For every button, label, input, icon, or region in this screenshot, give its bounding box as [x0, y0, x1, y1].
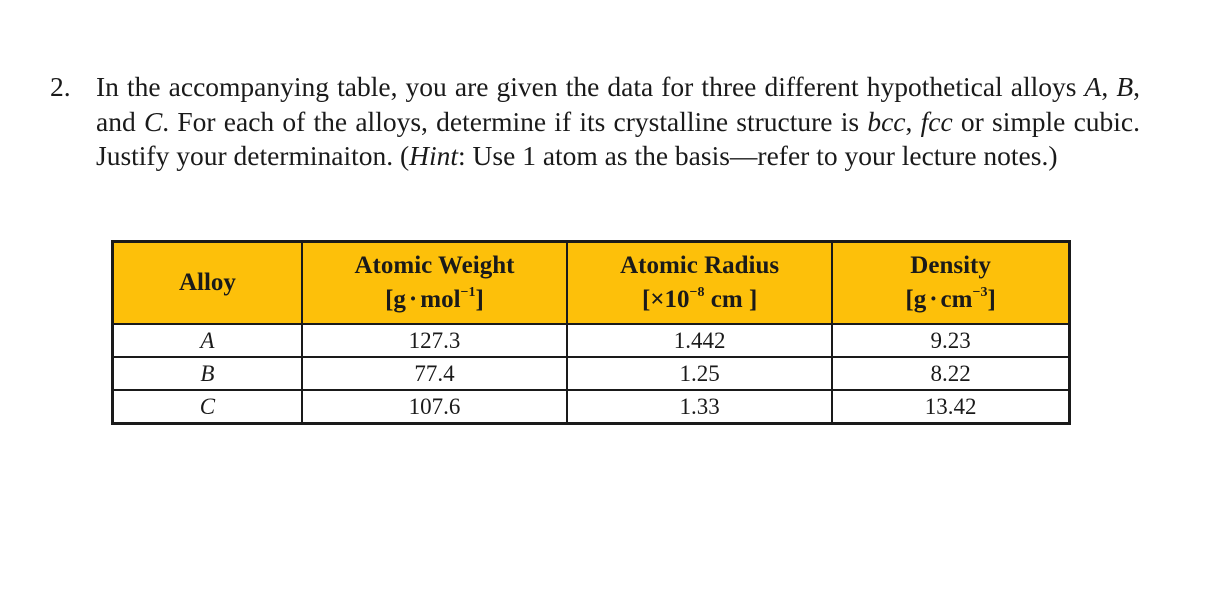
problem-sep: , and	[96, 71, 1140, 137]
problem-statement	[50, 70, 1140, 174]
unit-part: [g	[385, 286, 406, 313]
alloy-data-table	[111, 240, 1071, 425]
cell-radius: 1.25	[567, 357, 832, 390]
cell-weight: 107.6	[302, 390, 567, 424]
cell-density: 13.42	[832, 390, 1069, 424]
hint-label: Hint	[409, 140, 459, 171]
header-density-unit	[833, 283, 1068, 317]
header-density-title: Density	[910, 252, 991, 279]
cell-density: 8.22	[832, 357, 1069, 390]
alloy-b-ref: B	[1116, 71, 1134, 102]
cell-density: 9.23	[832, 324, 1069, 357]
header-alloy-label: Alloy	[178, 269, 236, 296]
cell-alloy: B	[113, 357, 302, 390]
problem-text	[96, 70, 1140, 174]
header-alloy	[113, 242, 302, 325]
header-density	[832, 242, 1069, 325]
unit-part: [×10	[641, 286, 690, 313]
cell-radius: 1.33	[567, 390, 832, 424]
unit-exponent: −3	[972, 285, 988, 300]
unit-dot: ·	[408, 286, 418, 313]
unit-dot: ·	[929, 286, 938, 313]
header-radius-title: Atomic Radius	[620, 252, 780, 279]
fcc-term: fcc	[920, 105, 953, 137]
table-row	[113, 390, 1070, 424]
alloy-a-ref: A	[1084, 71, 1102, 102]
table-row	[113, 357, 1070, 390]
hint-text: : Use 1 atom as the basis—refer to your lecture notes.)	[458, 140, 1058, 171]
unit-part: mol	[420, 286, 461, 313]
unit-part: ]	[475, 286, 484, 313]
problem-after-fcc: or simple cubic. Justify your determinaiton. (	[96, 105, 1140, 171]
unit-exponent: −8	[689, 285, 705, 300]
header-atomic-radius	[567, 242, 832, 325]
unit-part: cm ]	[704, 286, 758, 313]
table-row	[113, 324, 1070, 357]
problem-intro: In the accompanying table, you are given the data for three different hypothetical alloys	[96, 71, 1085, 102]
problem-sep: ,	[905, 105, 921, 137]
table-header-row	[113, 242, 1070, 325]
bcc-term: bcc	[867, 105, 906, 137]
alloy-c-ref: C	[143, 105, 163, 137]
cell-weight: 127.3	[302, 324, 567, 357]
problem-sep: ,	[1101, 71, 1117, 102]
unit-part: ]	[987, 286, 996, 313]
header-atomic-weight	[302, 242, 567, 325]
cell-weight: 77.4	[302, 357, 567, 390]
unit-part: cm	[940, 286, 973, 313]
cell-radius: 1.442	[567, 324, 832, 357]
header-weight-unit	[303, 283, 566, 317]
problem-number: 2.	[50, 71, 71, 102]
cell-alloy: A	[113, 324, 302, 357]
header-radius-unit	[568, 283, 831, 317]
problem-mid: . For each of the alloys, determine if its crystalline structure is	[162, 105, 868, 137]
unit-part: [g	[905, 286, 927, 313]
unit-exponent: −1	[460, 285, 476, 300]
cell-alloy: C	[113, 390, 302, 424]
header-weight-title: Atomic Weight	[354, 252, 515, 279]
